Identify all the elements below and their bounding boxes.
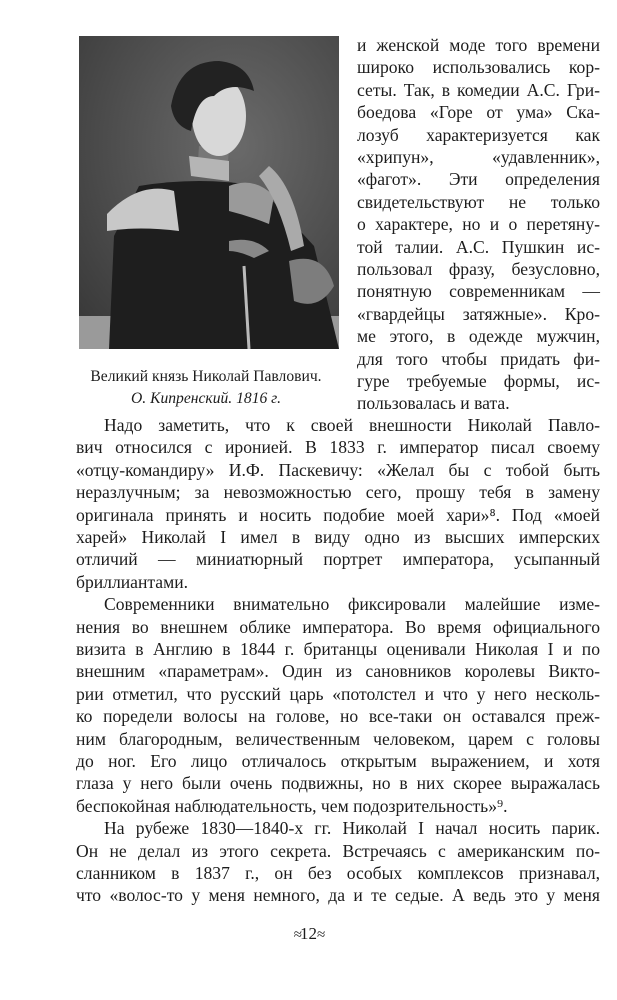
paragraph-line: отличий — миниатюрный портрет императора, усыпанный bbox=[76, 549, 600, 570]
paragraph-line: сланником в 1837 г., он без особых комплексов признавал, bbox=[76, 863, 600, 883]
paragraph-line: что «волос-то у меня немного, да и те седые. А ведь это у меня bbox=[76, 885, 600, 906]
paragraph-line: ним благородным, величественным человеком, царем с головы bbox=[76, 728, 600, 749]
paragraph-line: нения во внешнем облике императора. Во время официального bbox=[76, 616, 600, 637]
figure-caption-credit: О. Кипренский. 1816 г. bbox=[131, 390, 281, 407]
side-column-line: той талии. А.С. Пушкин ис- bbox=[357, 236, 600, 257]
portrait-illustration bbox=[79, 36, 339, 349]
paragraph-line: «отцу-командиру» И.Ф. Паскевичу: «Желал бы с тобой быть bbox=[76, 459, 600, 480]
figure-caption-title: Великий князь Николай Павлович. bbox=[90, 368, 322, 385]
side-column-line: о характере, но и о перетяну- bbox=[357, 214, 600, 235]
paragraph-line: Он не делал из этого секрета. Встречаясь с американским по- bbox=[76, 840, 600, 861]
paragraph-line: бриллиантами. bbox=[76, 571, 189, 592]
page-number bbox=[0, 924, 617, 944]
paragraph-line: вич относился с иронией. В 1833 г. император писал своему bbox=[76, 437, 600, 458]
side-column-line: боедова «Горе от ума» Ска- bbox=[357, 102, 600, 123]
paragraph-line: внешним «параметрам». Один из сановников королевы Викто- bbox=[76, 661, 600, 682]
side-column-line: широко использовались кор- bbox=[357, 57, 600, 78]
side-column-line: пользовалась и вата. bbox=[357, 393, 510, 414]
ornament-right-icon: ≈ bbox=[317, 927, 324, 943]
side-column-line: для того чтобы придать фи- bbox=[357, 348, 600, 369]
side-column-line: гуре требуемые формы, ис- bbox=[357, 371, 600, 391]
side-column-line: ме этого, в одежде мужчин, bbox=[357, 326, 600, 347]
side-column-line: свидетельствуют не только bbox=[357, 191, 600, 212]
side-column-line: лозуб характеризуется как bbox=[357, 124, 600, 145]
side-column-line: сеты. Так, в комедии А.С. Гри- bbox=[357, 79, 600, 100]
page-number-value: 12 bbox=[300, 924, 317, 943]
paragraph-line: беспокойная наблюдательность, чем подозрительность»⁹. bbox=[76, 795, 508, 816]
paragraph-line: ко поредели волосы на голове, но все-таки он оставался преж- bbox=[76, 706, 600, 727]
paragraph-line: глаза у него были очень подвижны, но в них скорее выражалась bbox=[76, 773, 600, 794]
side-column-line: «хрипун», «удавленник», bbox=[357, 147, 600, 167]
paragraph-line: рии отметил, что русский царь «потолстел и что у него несколь- bbox=[76, 683, 600, 704]
side-column-line: и женской моде того времени bbox=[357, 35, 600, 55]
paragraph-line: Современники внимательно фиксировали малейшие изме- bbox=[104, 594, 600, 615]
paragraph-line: оригинала принять и носить подобие моей хари»⁸. Под «моей bbox=[76, 504, 600, 525]
side-column-line: понятную современникам — bbox=[357, 281, 600, 302]
paragraph-line: харей» Николай I имел в виду одно из высших имперских bbox=[76, 527, 600, 547]
side-column-line: «гвардейцы затяжные». Кро- bbox=[357, 303, 600, 324]
paragraph-line: визита в Англию в 1844 г. британцы оценивали Николая I и по bbox=[76, 639, 600, 659]
paragraph-line: На рубеже 1830—1840-х гг. Николай I начал носить парик. bbox=[104, 818, 600, 839]
side-column-line: «фагот». Эти определения bbox=[357, 169, 600, 190]
paragraph-line: неразлучным; за невозможностью сего, прошу тебя в замену bbox=[76, 482, 600, 503]
paragraph-line: до ног. Его лицо отличалось открытым выражением, и хотя bbox=[76, 751, 600, 771]
paragraph-line: Надо заметить, что к своей внешности Николай Павло- bbox=[104, 415, 600, 435]
ornament-left-icon: ≈ bbox=[293, 927, 300, 943]
side-column-line: пользовал фразу, безусловно, bbox=[357, 259, 600, 279]
